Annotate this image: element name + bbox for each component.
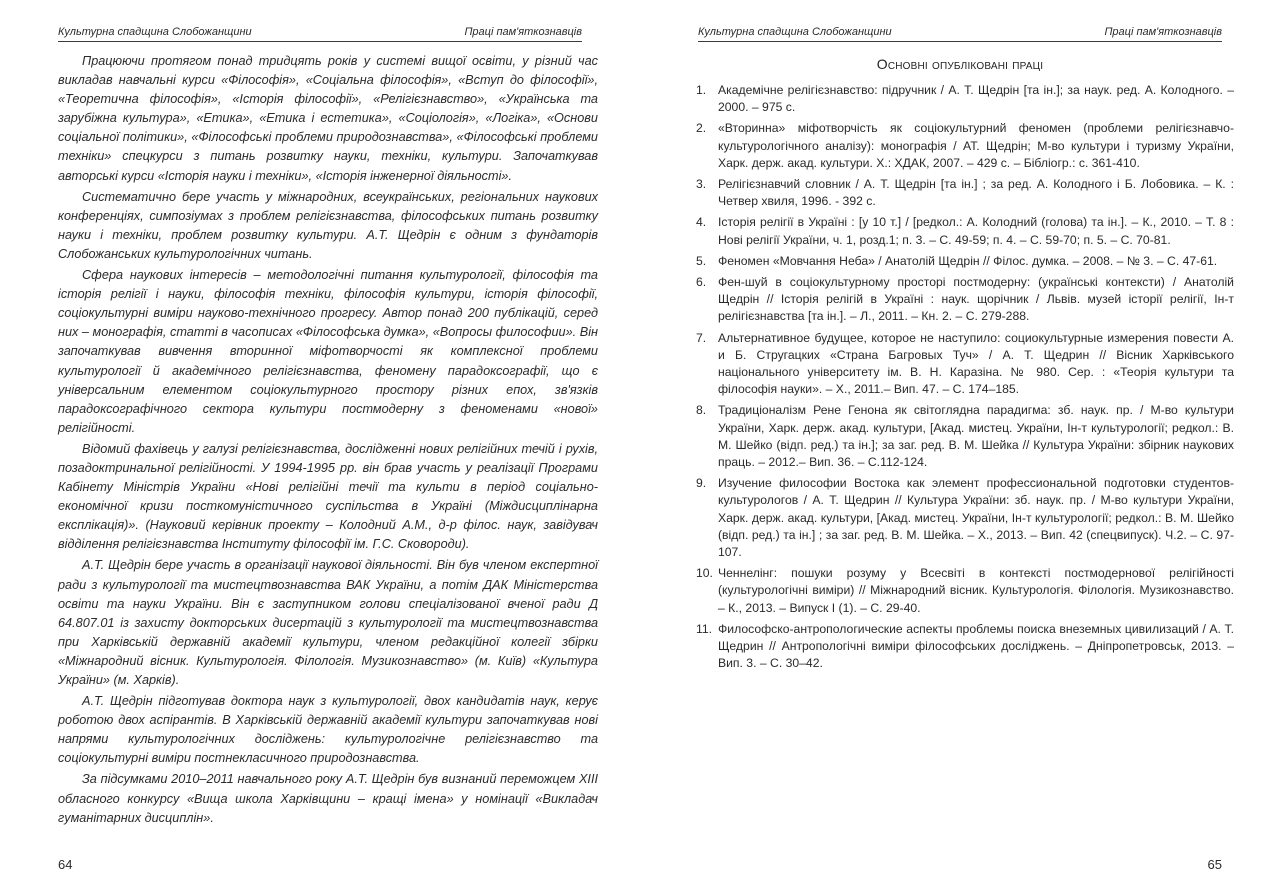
- list-item: [696, 402, 1234, 471]
- right-running-head: [698, 22, 1222, 42]
- right-page: [644, 0, 1288, 896]
- item-number: 2.: [696, 121, 707, 136]
- item-number: 9.: [696, 476, 707, 491]
- item-number: 11.: [696, 621, 713, 636]
- list-item: [696, 274, 1234, 326]
- running-head-title: Культурна спадщина Слобожанщини: [698, 26, 892, 38]
- paragraph: А.Т. Щедрін бере участь в організації наукової діяльності. Він був членом експертної ради з культурології та мистецтвознавства ВАК України, а потім ДАК Міністерства освіти та науки України. Він є заступником голови спеціалізованої вченої ради Д 64.807.01 із захисту докторських дисертацій з культурології та мистецтвознавства при Харківській державній академії культури, членом редакційної колегії збірки «Міжнародний вісник. Культурологія. Філологія. Музикознавство» (м. Київ) «Культура України» (м. Харків).: [58, 558, 598, 687]
- section-title: Основні опубліковані праці: [876, 56, 1044, 72]
- list-item: [696, 253, 1234, 270]
- item-text: Ченнелінг: пошуки розуму у Всесвіті в контексті постмодернової релігійності (культурологічні виміри) // Міжнародний вісник. Культурологія. Філологія. Музикознавство. – К., 2013. – Випуск I (1). – С. 29-40.: [718, 566, 1234, 615]
- list-item: [696, 82, 1234, 116]
- item-number: 6.: [696, 275, 707, 290]
- paragraph: Сфера наукових інтересів – методологічні питання культурології, філософія та історія релігії і науки, філософія техніки, філософія культури, історія філософії, соціокультурні виміри науково-технічного прогресу. Автор понад 200 публікацій, серед них – монографія, статті в часописах «Філософська думка», «Вопросы философии». Він започаткував вивчення вторинної міфотворчості як комплексної проблеми культурології й академічного релігієзнавства, феномену парадоксографії, що є універсальним елементом соціокультурного простору різних епох, зв'язків парадоксографічного сектора культури постмодерну з феноменами «нової» релігійності.: [58, 268, 598, 435]
- biography-text: [58, 52, 598, 830]
- item-text: Академічне релігієзнавство: підручник / А. Т. Щедрін [та ін.]; за наук. ред. А. Колодного. – 2000. – 975 с.: [718, 83, 1234, 115]
- page-number: 64: [58, 857, 73, 872]
- item-number: 4.: [696, 215, 707, 230]
- item-number: 3.: [696, 177, 707, 192]
- item-text: Философско-антропологические аспекты проблемы поиска внеземных цивилизаций / А. Т. Щедрин // Антропологічні виміри філософських досліджень. – Дніпропетровськ, 2013. – Вип. 3. – С. 30–42.: [718, 621, 1234, 671]
- list-item: [696, 120, 1234, 172]
- item-number: 7.: [696, 330, 707, 345]
- paragraph: Систематично бере участь у міжнародних, всеукраїнських, регіональних наукових конференціях, симпозіумах з проблем релігієзнавства, філософських питань розвитку науки і техніки, проблем розвитку культури. А.Т. Щедрін є одним з фундаторів Слобожанських культурологічних читань.: [58, 189, 598, 261]
- paragraph: А.Т. Щедрін підготував доктора наук з культурології, двох кандидатів наук, керує роботою двох аспірантів. В Харківській державній академії культури започаткував нові напрями культурологічних досліджень: культурологічне релігієзнавство та соціокультурні виміри постнекласичного природознавства.: [58, 694, 598, 766]
- item-text: Релігієзнавчий словник / А. Т. Щедрін [та ін.] ; за ред. А. Колодного і Б. Лобовика. – К. : Четвер хвиля, 1996. - 392 с.: [718, 177, 1234, 209]
- item-number: 1.: [696, 83, 707, 97]
- running-head-title: Культурна спадщина Слобожанщини: [58, 26, 252, 38]
- running-head-section: Праці пам'яткознавців: [1104, 26, 1222, 38]
- page-number: 65: [1207, 857, 1222, 872]
- list-item: [696, 475, 1234, 561]
- item-text: «Вторинна» міфотворчість як соціокультурний феномен (проблеми релігієзнавчо-культурологічного аналізу): монографія / АТ. Щедрін; М-во культури і туризму України, Харк. держ. акад. культури. Х.: ХДАК, 2007. – 429 с. – Бібліогр.: с. 361-410.: [718, 121, 1234, 170]
- paragraph: Працюючи протягом понад тридцять років у системі вищої освіти, у різний час викладав навчальні курси «Філософія», «Соціальна філософія», «Вступ до філософії», «Теоретична філософія», «Історія філософії», «Релігієзнавство», «Українська та зарубіжна культура», «Етика», «Етика і естетика», «Соціологія», «Логіка», «Основи соціальної політики», «Філософські проблеми природознавства», «Філософські проблеми техніки» спецкурси з питань розвитку науки, техніки, культури. Започаткував авторські курси «Історія науки і техніки», «Історія інженерної діяльності».: [58, 54, 598, 183]
- item-number: 8.: [696, 403, 707, 418]
- left-running-head: [58, 22, 582, 42]
- list-item: [696, 214, 1234, 248]
- item-text: Альтернативное будущее, которое не наступило: социокультурные измерения повести А. и Б. Стругацких «Страна Багровых Туч» / А. Т. Щедрин // Вісник Харківського національного університету ім. В. Н. Каразіна. № 980. Сер. : «Теорія культури та філософія науки». – Х., 2011.– Вип. 47. – С. 174–185.: [718, 330, 1234, 397]
- paragraph: За підсумками 2010–2011 навчального року А.Т. Щедрін був визнаний переможцем XIII обласного конкурсу «Вища школа Харківщини – кращі імена» у номінації «Викладач гуманітарних дисциплін».: [58, 772, 598, 825]
- item-text: Феномен «Мовчання Неба» / Анатолій Щедрін // Філос. думка. – 2008. – № 3. – С. 47-61.: [718, 253, 1218, 268]
- item-number: 10.: [696, 566, 713, 581]
- list-item: [696, 330, 1234, 399]
- paragraph: Відомий фахівець у галузі релігієзнавства, дослідженні нових релігійних течій і рухів, позадоктринальної релігійності. У 1994-1995 рр. він брав участь у реалізації Програми Кабінету Міністрів України «Нові релігійні течії та культи в період соціально-економічної кризи посткомуністичного суспільства в Україні (Міждисциплінарна експлікація)». (Науковий керівник проекту – Колодний А.М., д-р філос. наук, завідувач відділення релігієзнавства Інституту філософії ім. Г.С. Сковороди).: [58, 441, 598, 552]
- item-text: Традиціоналізм Рене Генона як світоглядна парадигма: зб. наук. пр. / М-во культури України, Харк. держ. акад. культури, [Акад. мистец. України, Ін-т культурології; редкол.: В. М. Шейко (відп. ред.) та ін.]; за заг. ред. В. М. Шейка // Культура України: збірник наукових праць. – 2012.– Вип. 36. – С.112-124.: [718, 403, 1234, 470]
- list-item: [696, 621, 1234, 673]
- list-item: [696, 565, 1234, 617]
- running-head-section: Праці пам'яткознавців: [464, 26, 582, 38]
- publications-list: [696, 82, 1234, 677]
- item-text: Изучение философии Востока как элемент профессиональной подготовки студентов-культурологов / А. Т. Щедрин // Культура України: зб. наук. пр. / М-во культури України, Харк. держ. акад. культури, [Акад. мистец. України, Ін-т культурології; редкол.: В. М. Шейко (відп. ред.) та ін.] ; за заг. ред. В. М. Шейка. – Х., 2013. – Вип. 42 (спецвипуск). Ч.2. – С. 97-107.: [718, 476, 1234, 560]
- item-text: Історія релігії в Україні : [у 10 т.] / [редкол.: А. Колодний (голова) та ін.]. – К., 2010. – Т. 8 : Нові релігії України, ч. 1, розд.1; п. 3. – С. 49-59; п. 4. – С. 59-70; п. 5. – С. 70-81.: [718, 215, 1234, 247]
- item-text: Фен-шуй в соціокультурному просторі постмодерну: (українські контексти) / Анатолій Щедрін // Історія релігій в Україні : наук. щорічник / Львів. музей історії релігії, Ін-т релігієзнавства [та ін.]. – Л., 2011. – Кн. 2. – С. 279-288.: [718, 275, 1234, 324]
- item-number: 5.: [696, 253, 707, 268]
- list-item: [696, 176, 1234, 210]
